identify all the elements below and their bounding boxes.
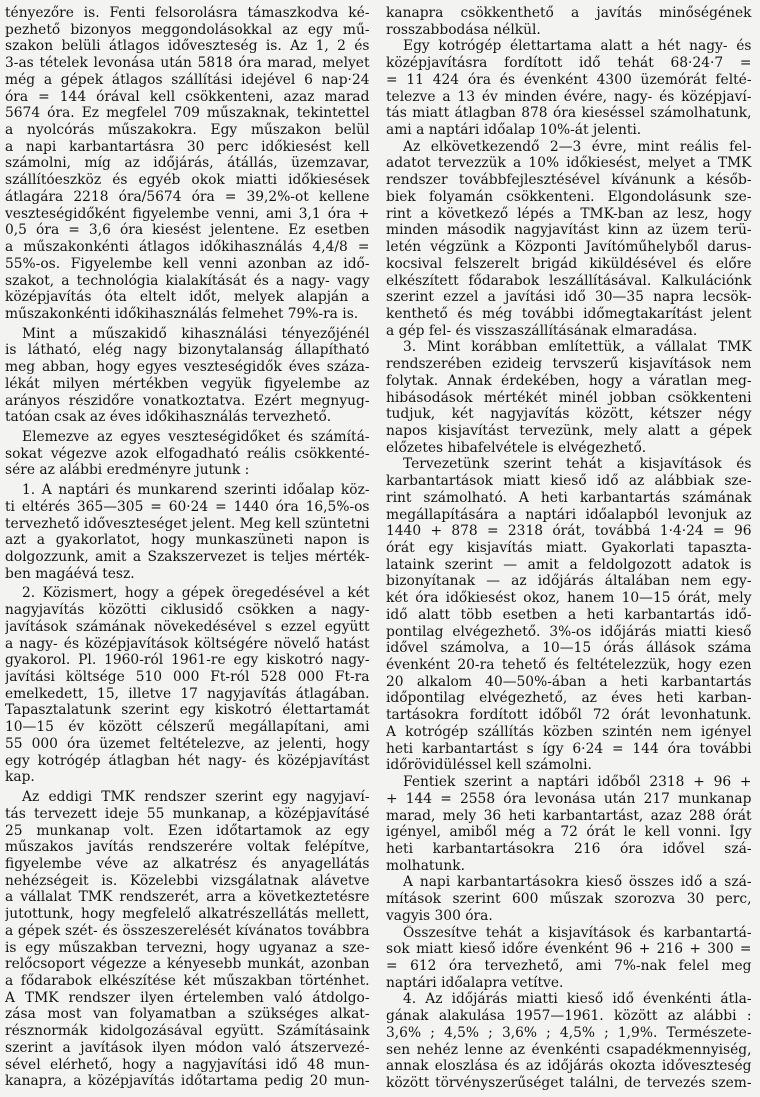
text-line: A napi karbantartásokra kieső összes idő a szá-: [403, 874, 752, 891]
text-line: Elemezve az egyes veszteségidőket és számítá-: [22, 428, 370, 445]
text-line: gának alakulása 1957—1961. között az alábbi :: [386, 1008, 752, 1025]
text-line: tartásokra fordított időből 72 órát levonhatunk.: [386, 707, 752, 724]
text-line: + 144 = 2558 óra levonása után 217 munkanap: [386, 790, 752, 807]
paragraph: [386, 5, 752, 38]
text-line: elkészített fődarabok leszállításával. Kalkulációnk: [386, 272, 752, 289]
text-line: javítási költsége 510 000 Ft-ról 528 000 Ft-ra: [5, 669, 370, 686]
text-line: kenthető és még további időmegtakarítást jelent: [386, 305, 752, 322]
text-line: a műszakonkénti átlagos időkihasználás 4,4/8 =: [5, 239, 370, 256]
text-line: ti eltérés 365—305 = 60·24 = 1440 óra 16,5%-os: [5, 498, 370, 515]
text-line: adatot tervezzük a 10% időkiesést, melyet a TMK: [386, 155, 752, 172]
text-line: Egy kotrógép élettartama alatt a hét nagy- és: [403, 38, 752, 55]
text-line: nagyjavítás közötti ciklusidő csökken a nagy-: [5, 602, 370, 619]
text-line: a gép fel- és visszaszállításának elmaradása.: [386, 322, 698, 339]
text-line: megállapítására a naptári időalapból levonjuk az: [386, 506, 752, 523]
text-line: heti karbantartást s így 6·24 = 144 óra további: [386, 740, 752, 757]
text-line: naptári időalapra vetítve.: [386, 974, 564, 991]
text-line: átlagára 2218 óra/5674 óra = 39,2%-ot kellene: [5, 188, 370, 205]
paragraph: [386, 139, 752, 340]
text-line: tudjuk, két nagyjavítás között, kétszer négy: [386, 406, 752, 423]
text-line: 1440 + 878 = 2318 órát, továbbá 1·4·24 = 96: [386, 523, 752, 540]
text-line: a nagy- és középjavítások költségére növelő hatást: [5, 635, 370, 652]
text-line: tás tervezett ideje 55 munkanap, a középjavításé: [5, 805, 370, 822]
paragraph: [386, 874, 752, 924]
paragraph: [386, 339, 752, 456]
text-line: meg abban, hogy egyes veszteségidők éves száza-: [5, 359, 370, 376]
paragraph: [5, 5, 370, 323]
text-line: molhatunk.: [386, 857, 465, 874]
text-line: A TMK rendszer ilyen értelemben való átdolgo-: [5, 989, 370, 1006]
text-line: arányos részidőre vonatkoztatva. Ezért megnyug-: [5, 392, 370, 409]
text-line: nehézségeit is. Közelebbi vizsgálatnak alávetve: [5, 872, 370, 889]
text-line: vagyis 300 óra.: [386, 907, 493, 924]
text-line: tatóan csak az éves időkihasználás tervezhető.: [5, 409, 332, 426]
paragraph: [386, 774, 752, 874]
text-line: rint a következő lépés a TMK-ban az lesz, hogy: [386, 205, 752, 222]
paragraph: [5, 585, 370, 786]
text-line: 3,6% ; 4,5% ; 3,6% ; 4,5% ; 1,9%. Természete-: [386, 1024, 752, 1041]
paragraph: [386, 925, 752, 992]
text-line: a gépek szét- és összeszerelését kívánatos továbbra: [5, 922, 370, 939]
text-line: emelkedett, 15, illetve 17 nagyjavítás átlagában.: [5, 685, 370, 702]
text-line: karbantartások miatt kieső idő az alábbiak sze-: [386, 473, 752, 490]
text-line: sével elérhető, hogy a nagyjavítási idő 48 mun-: [5, 1056, 370, 1073]
text-line: még a gépek átlagos szállítási idejével 6 nap·24: [5, 71, 370, 88]
text-line: között törvényszerűséget találni, de tervezés szem-: [386, 1075, 752, 1091]
text-line: Az elkövetkezendő 2—3 évre, mint reális fel-: [403, 138, 752, 155]
text-line: zása most van folyamatban a szükséges alkat-: [5, 1006, 370, 1023]
text-line: biek folyamán csökkenteni. Elgondolásunk sze-: [386, 188, 752, 205]
text-line: a fődarabok elkészítése két műszakban történhet.: [5, 972, 370, 989]
text-line: a napi karbantartásra 30 perc időkiesést kell: [5, 138, 370, 155]
text-line: is látható, elég nagy bizonytalanság állapítható: [5, 342, 370, 359]
text-line: számolni, míg az időjárás, átállás, üzemzavar,: [5, 155, 370, 172]
text-line: két óra időkiesést okoz, hanem 10—15 órát, mely: [386, 590, 752, 607]
text-line: rendszer továbbfejlesztésével kívánunk a későb-: [386, 172, 752, 189]
text-line: sére az alábbi eredményre jutunk :: [5, 462, 250, 479]
text-line: középjavításra fordított idő tehát 68·24·7 =: [386, 55, 752, 72]
text-line: tényezőre is. Fenti felsorolásra támaszkodva ké-: [5, 5, 370, 21]
paragraph: [386, 991, 752, 1091]
paragraph: [5, 326, 370, 426]
text-line: szállítóeszköz és egyéb okok miatti időkiesések: [5, 172, 370, 189]
text-line: telezve a 13 év minden évére, nagy- és középjaví-: [386, 88, 752, 105]
text-line: egy kotrógép átlagban hét nagy- és középjavítást: [5, 752, 370, 769]
text-line: kanapra csökkenthető a javítás minőségének: [386, 5, 752, 21]
text-line: szerint a javítások ilyen módon való átszervezé-: [5, 1039, 370, 1056]
text-line: Tapasztalatunk szerint egy kiskotró élettartamát: [5, 702, 370, 719]
text-line: rosszabbodása nélkül.: [386, 21, 541, 38]
text-line: 55 000 óra üzemet feltételezve, az jelenti, hogy: [5, 735, 370, 752]
text-line: kocsival felszerelt brigád kiküldésével és előre: [386, 255, 752, 272]
text-line: műszakos javítás rendszerére voltak felépítve,: [5, 839, 370, 856]
text-line: előzetes hibafelvétele is elvégezhető.: [386, 439, 647, 456]
text-line: műszakonkénti időkihasználás felmehet 79%-ra is.: [5, 305, 359, 322]
text-line: kap.: [5, 769, 35, 786]
text-line: = 11 424 óra és évenként 4300 üzemórát felté-: [386, 71, 752, 88]
text-line: minden második nagyjavítást kinn az üzem terü-: [386, 222, 752, 239]
text-line: 5674 óra. Ez megfelel 709 műszaknak, tekintettel: [5, 105, 370, 122]
text-line: szakon belüli átlagos időveszteség is. Az 1, 2 és: [5, 38, 370, 55]
text-line: tervezhető időveszteséget jelent. Meg kell szüntetni: [5, 515, 370, 532]
text-line: relőcsoport végezze a kényesebb munkát, azonban: [5, 956, 370, 973]
text-line: idővel számolva, a 10—15 órás állások száma: [386, 640, 752, 657]
text-line: középjavítás óta eltelt időt, melyek alapján a: [5, 289, 370, 306]
text-line: órát egy kisjavítás miatt. Gyakorlati tapaszta-: [386, 540, 752, 556]
text-line: rendszerében ezideig tervszerű kisjavítások nem: [386, 356, 752, 373]
text-line: tás miatt átlagban 878 óra kieséssel számolhatunk,: [386, 105, 752, 122]
text-line: időpontilag elvégezhető, az éves heti karban-: [386, 690, 752, 707]
text-line: gyakorol. Pl. 1960-ról 1961-re egy kiskotró nagy-: [5, 652, 370, 669]
text-line: hibásodások mértékét minél jobban csökkenteni: [386, 389, 752, 406]
text-line: évenként 20-ra tehető és feltételezzük, hogy ezen: [386, 657, 752, 674]
text-line: 55%-os. Figyelembe kell venni azonban az idő-: [5, 255, 370, 272]
text-line: heti karbantartásokra 216 óra idővel szá-: [386, 840, 752, 857]
text-line: annak eloszlása és az időjárás okozta időveszteség: [386, 1058, 752, 1075]
text-line: sen nehéz lenne az évenkénti csapadékmennyiség,: [386, 1041, 752, 1058]
text-line: sok miatt kieső időre évenként 96 + 216 + 300 =: [386, 941, 752, 958]
text-line: ben magáévá tesz.: [5, 565, 135, 582]
text-line: bizonyítanak — az időjárás általában nem egy-: [386, 573, 752, 590]
right-column: [386, 5, 752, 1095]
text-line: résznormák kidolgozásával együtt. Számításaink: [5, 1023, 370, 1040]
text-line: figyelembe véve az alkatrész és anyagellátás: [5, 855, 370, 872]
text-line: sokat végezve azok elfogadható reális csökkenté-: [5, 445, 370, 462]
paragraph: [386, 38, 752, 138]
text-line: szerint ezzel a javítási idő 30—35 napra lecsök-: [386, 289, 752, 306]
text-line: mítások szerint 600 műszak szorozva 30 perc,: [386, 891, 752, 908]
text-line: a nyolcórás műszakokra. Egy műszakon belül: [5, 122, 370, 139]
text-line: napos kisjavítást tervezünk, mely alatt a gépek: [386, 422, 752, 439]
text-line: a vállalat TMK rendszerét, arra a következtetésre: [5, 889, 370, 906]
paragraph: [5, 789, 370, 1090]
text-line: A kotrógép szállítás közben szintén nem igényel: [386, 723, 752, 740]
text-line: = 612 óra tervezhető, ami 7%-nak felel meg: [386, 957, 752, 974]
text-line: kanapra, a középjavítás időtartama pedig 20 mun-: [5, 1073, 370, 1090]
text-line: 3. Mint korábban említettük, a vállalat TMK: [403, 339, 752, 356]
text-line: dolgozzunk, amit a Szakszervezet is teljes mérték-: [5, 549, 370, 565]
paragraph: [5, 482, 370, 582]
text-line: rint számolható. A heti karbantartás számának: [386, 489, 752, 506]
text-line: igényel, amiből még a 72 órát le kell vonni. Így: [386, 824, 752, 841]
paragraph: [386, 456, 752, 774]
text-line: marad, mely 36 heti karbantartást, azaz 288 órát: [386, 807, 752, 824]
text-line: időrövidüléssel kell számolni.: [386, 757, 592, 774]
text-line: jutottunk, hogy megfelelő alkatrészellátás mellett,: [5, 906, 370, 923]
text-line: ami a naptári időalap 10%-át jelenti.: [386, 122, 642, 139]
text-line: idő alatt több esetben a heti karbantartás idő-: [386, 606, 752, 623]
text-line: folytak. Annak érdekében, hogy a váratlan meg-: [386, 372, 752, 389]
text-line: lataink szerint — amit a feldolgozott adatok is: [386, 556, 752, 573]
text-line: 2. Közismert, hogy a gépek öregedésével a két: [22, 585, 370, 602]
text-line: 20 alkalom 40—50%-ában a heti karbantartás: [386, 673, 752, 690]
text-line: is egy műszakban tervezni, hogy ugyanaz a sze-: [5, 939, 370, 956]
text-line: pontilag elvégezhető. 3%-os időjárás miatti kieső: [386, 623, 752, 640]
left-column: [5, 5, 370, 1095]
text-line: Mint a műszakidő kihasználási tényezőjénél: [22, 325, 370, 342]
text-line: Összesítve tehát a kisjavítások és karbantartá-: [403, 924, 752, 941]
text-line: 1. A naptári és munkarend szerinti időalap köz-: [22, 482, 370, 499]
text-line: Fentiek szerint a naptári időből 2318 + 96 +: [403, 774, 752, 791]
text-line: óra = 144 órával kell csökkenteni, azaz marad: [5, 88, 370, 105]
text-line: letén végzünk a Központi Javítóműhelyből darus-: [386, 239, 752, 256]
text-line: 0,5 óra = 3,6 óra kiesést jelentene. Ez esetben: [5, 222, 370, 239]
text-line: azt a gyakorlatot, hogy munkaszüneti napon is: [5, 532, 370, 549]
text-line: lékát milyen mértékben vegyük figyelembe az: [5, 375, 370, 392]
text-line: veszteségidőként figyelembe venni, ami 3,1 óra +: [5, 205, 370, 222]
text-line: 3-as tételek levonása után 5818 óra marad, melyet: [5, 55, 370, 72]
text-line: szakot, a technológia kialakítását és a nagy- vagy: [5, 272, 370, 289]
text-line: 25 munkanap volt. Ezen időtartamok az egy: [5, 822, 370, 839]
text-line: javítások számának növekedésével s ezzel együtt: [5, 618, 370, 635]
text-line: Az eddigi TMK rendszer szerint egy nagyjaví-: [22, 789, 370, 806]
text-line: Tervezetünk szerint tehát a kisjavítások és: [403, 456, 752, 473]
text-line: pezhető bizonyos meggondolásokkal az egy mű-: [5, 21, 370, 38]
text-line: 4. Az időjárás miatti kieső idő évenkénti átla-: [403, 991, 752, 1008]
text-line: 10—15 év között célszerű megállapítani, ami: [5, 719, 370, 736]
paragraph: [5, 429, 370, 479]
